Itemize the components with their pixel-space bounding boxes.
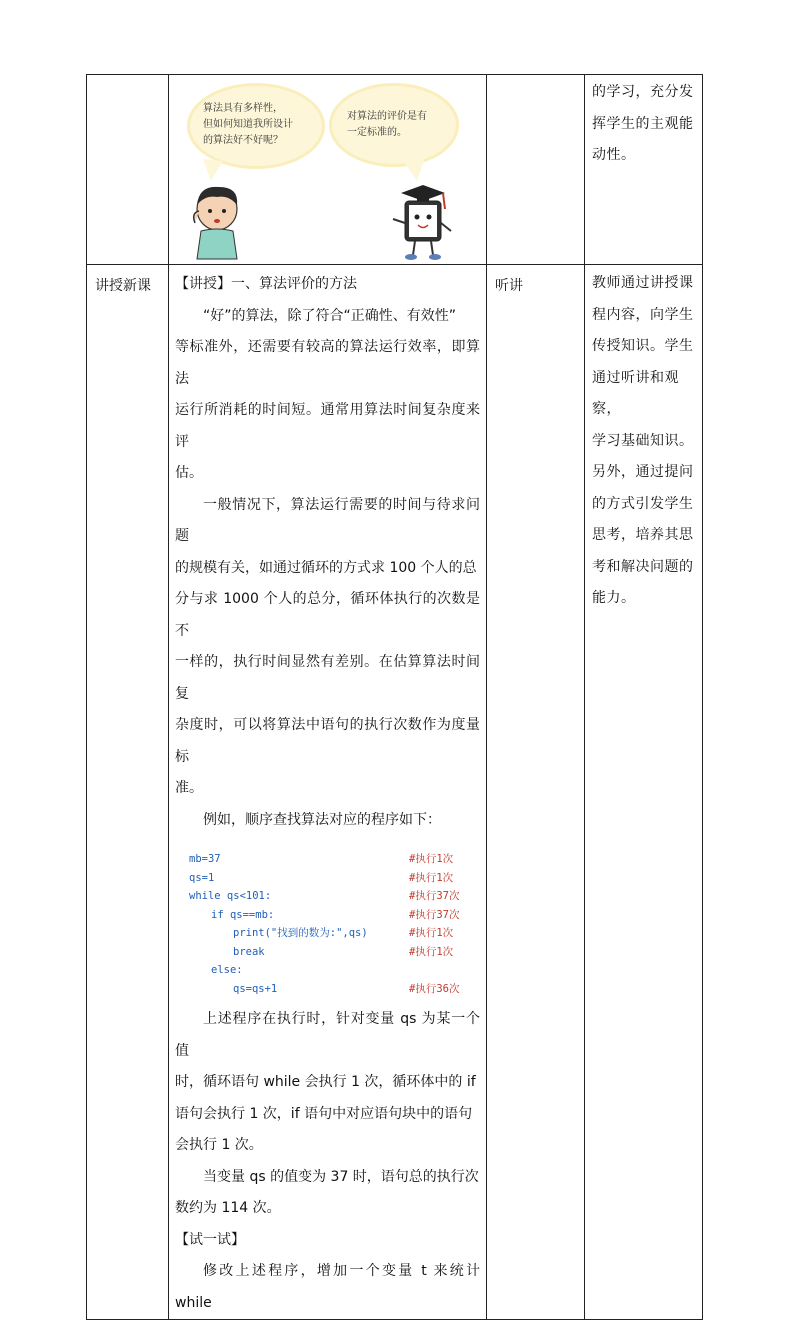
text-line: 一般情况下，算法运行需要的时间与待求问题	[175, 496, 480, 544]
design-intent-line: 教师通过讲授课	[592, 275, 694, 291]
design-intent-line: 考和解决问题的	[592, 558, 694, 575]
bubble-tail-left	[199, 159, 229, 183]
code-line	[189, 943, 480, 962]
text-line: 杂度时，可以将算法中语句的执行次数作为度量标	[175, 717, 480, 765]
text-line: 运行所消耗的时间短。通常用算法时间复杂度来评	[175, 402, 480, 450]
code-line	[189, 887, 480, 906]
text-line: “好”的算法，除了符合“正确性、有效性”	[203, 307, 457, 324]
table-row	[87, 75, 703, 265]
stage-label: 讲授新课	[95, 278, 151, 294]
teaching-content	[169, 265, 486, 1319]
paragraph	[175, 490, 480, 805]
code-comment: #执行1次	[409, 945, 454, 958]
paragraph	[175, 1004, 480, 1162]
text-line: 当变量 qs 的值变为 37 时，语句总的执行次	[203, 1168, 479, 1185]
code-statement: qs=1	[189, 871, 215, 884]
design-intent-line: 的方式引发学生	[592, 495, 694, 512]
illustration-cell	[169, 75, 487, 265]
bubble-left-line: 的算法好不好呢？	[203, 135, 283, 146]
student-activity-cell-empty	[487, 75, 585, 265]
text-line: 的规模有关，如通过循环的方式求 100 个人的总	[175, 559, 477, 576]
text-line: 估。	[175, 465, 203, 481]
code-line	[189, 961, 480, 980]
paragraph	[175, 301, 480, 490]
design-intent-line: 通过听讲和观察，	[592, 369, 679, 417]
text-line: 等标准外，还需要有较高的算法运行效率，即算法	[175, 339, 480, 387]
stage-cell-empty	[87, 75, 169, 265]
bubble-right-line: 对算法的评价是有	[347, 111, 427, 122]
design-intent-cell	[585, 75, 703, 265]
text-line: 时，循环语句 while 会执行 1 次，循环体中的 if	[175, 1074, 476, 1090]
text-line: 会执行 1 次。	[175, 1137, 263, 1153]
design-intent-cell	[585, 265, 703, 1320]
code-line	[189, 850, 480, 869]
design-intent-line: 挥学生的主观能	[592, 115, 694, 132]
design-intent-line: 传授知识。学生	[592, 338, 694, 354]
code-statement: qs=qs+1	[233, 982, 278, 995]
code-line	[189, 980, 480, 999]
paragraph: 例如，顺序查找算法对应的程序如下：	[203, 811, 441, 828]
text-line: 数约为 114 次。	[175, 1200, 281, 1216]
code-line	[189, 924, 480, 943]
teacher-robot-icon	[387, 183, 457, 261]
code-comment: #执行1次	[409, 853, 454, 865]
code-comment: #执行1次	[409, 927, 454, 939]
lesson-plan-table	[86, 74, 703, 1320]
student-activity-label: 听讲	[495, 278, 523, 294]
bubble-left-line: 算法具有多样性，	[203, 103, 283, 114]
design-intent-line: 思考，培养其思	[592, 527, 694, 543]
try-heading: 【试一试】	[175, 1231, 245, 1248]
stage-cell	[87, 265, 169, 1320]
text-line: 上述程序在执行时，针对变量 qs 为某一个值	[175, 1011, 480, 1059]
code-statement: break	[233, 945, 265, 958]
bubble-left-text	[203, 101, 323, 149]
paragraph	[175, 1162, 480, 1225]
code-line	[189, 906, 480, 925]
boy-thinking-icon	[189, 183, 249, 261]
design-intent-line: 的学习，充分发	[592, 84, 694, 100]
student-activity-cell	[487, 265, 585, 1320]
bubble-right-line: 一定标准的。	[347, 127, 407, 138]
design-intent-line: 能力。	[592, 590, 636, 606]
design-intent-line: 学习基础知识。	[592, 432, 694, 449]
text-line: 语句会执行 1 次，if 语句中对应语句块中的语句	[175, 1105, 473, 1122]
paragraph: 修改上述程序，增加一个变量 t 来统计 while	[175, 1263, 480, 1311]
code-comment: #执行37次	[409, 890, 460, 902]
bubble-left-line: 但如何知道我所设计	[203, 119, 293, 130]
code-statement: else:	[211, 964, 243, 976]
bubble-right-text	[347, 109, 457, 141]
code-comment: #执行36次	[409, 982, 460, 995]
design-intent-line: 程内容，向学生	[592, 306, 694, 323]
code-statement: while qs<101:	[189, 890, 272, 902]
section-heading: 【讲授】一、算法评价的方法	[175, 276, 357, 292]
dialogue-illustration	[169, 75, 486, 263]
text-line: 准。	[175, 780, 203, 796]
code-comment: #执行1次	[409, 871, 454, 884]
code-block	[189, 850, 480, 998]
code-statement: if qs==mb:	[211, 908, 275, 921]
design-intent-line: 另外，通过提问	[592, 464, 694, 480]
code-comment: #执行37次	[409, 908, 460, 921]
text-line: 分与求 1000 个人的总分，循环体执行的次数是不	[175, 591, 480, 639]
text-line: 一样的，执行时间显然有差别。在估算算法时间复	[175, 654, 480, 702]
teaching-content-cell	[169, 265, 487, 1320]
bubble-tail-right	[399, 157, 429, 183]
code-line	[189, 869, 480, 888]
design-intent-line: 动性。	[592, 147, 636, 163]
code-statement: print("找到的数为:",qs)	[233, 927, 368, 939]
table-row	[87, 265, 703, 1320]
code-statement: mb=37	[189, 853, 221, 865]
